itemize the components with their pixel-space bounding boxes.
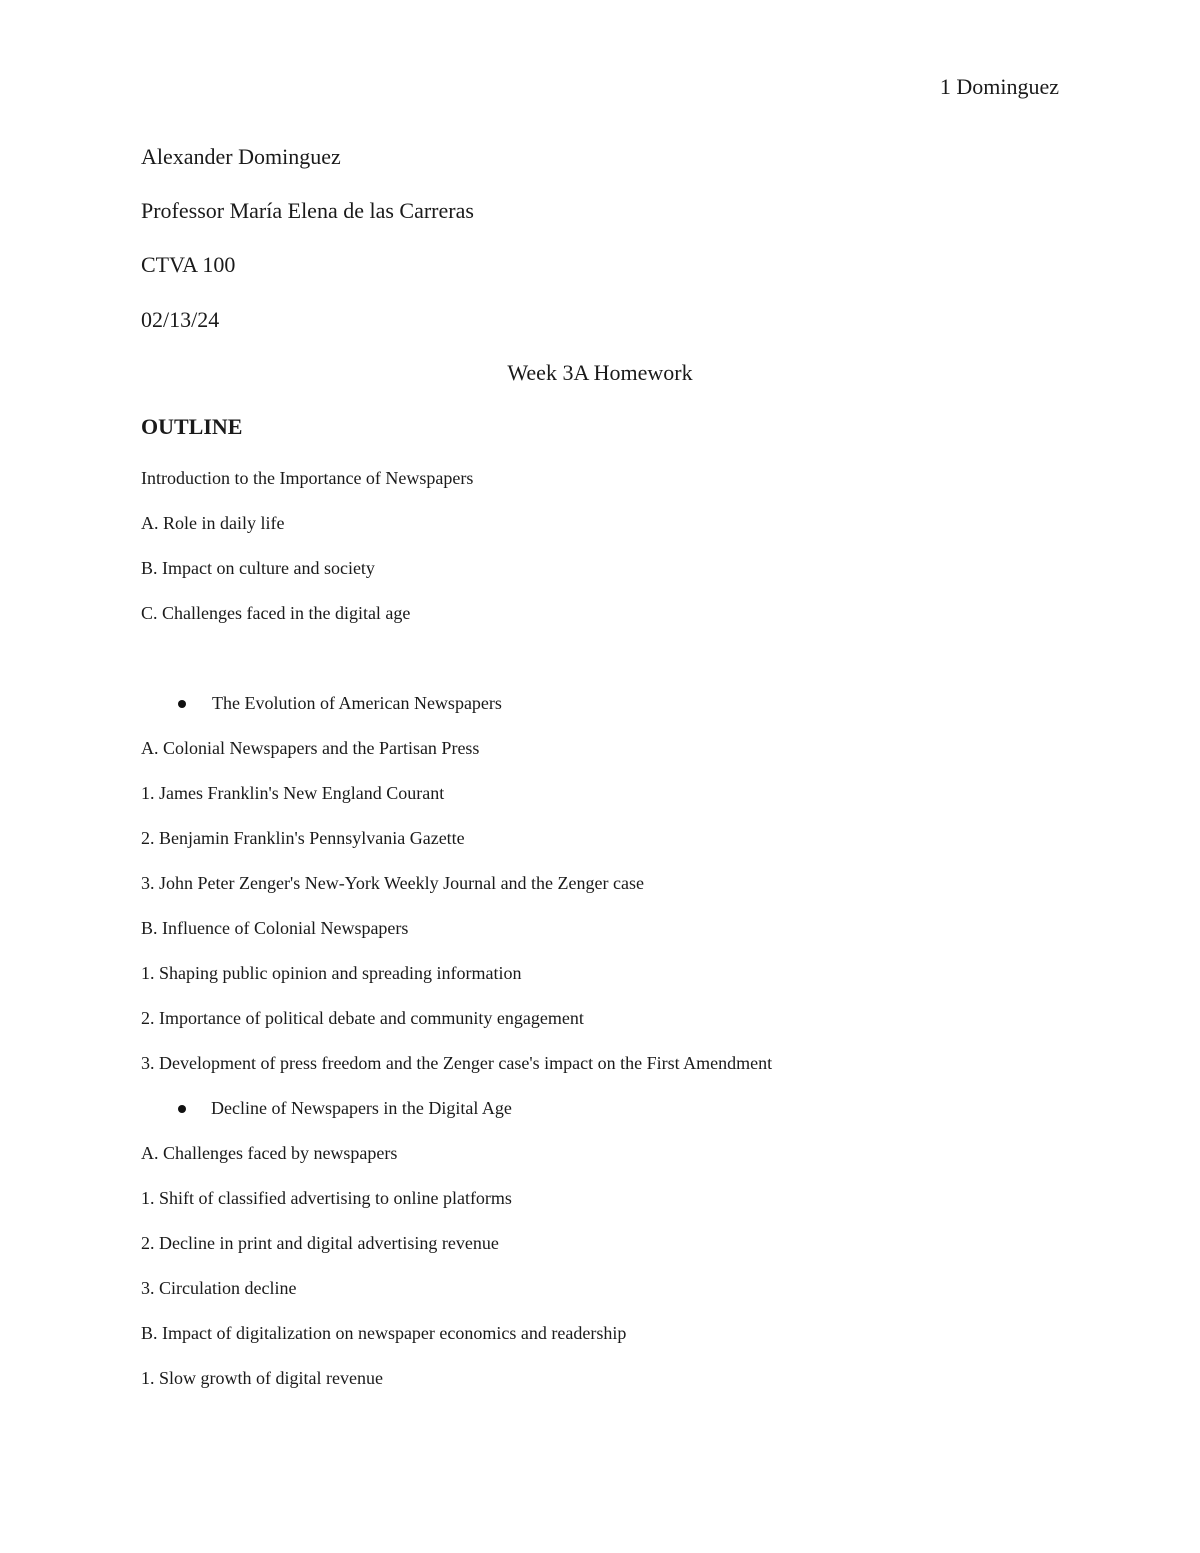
outline-item: 3. Circulation decline [141, 1278, 297, 1298]
outline-item: 1. James Franklin's New England Courant [141, 783, 445, 803]
document-title: Week 3A Homework [507, 360, 693, 385]
outline-item: 2. Benjamin Franklin's Pennsylvania Gazette [141, 828, 465, 848]
outline-item: 1. Shaping public opinion and spreading information [141, 963, 522, 983]
outline-item: B. Influence of Colonial Newspapers [141, 918, 409, 938]
outline-item: 3. Development of press freedom and the Zenger case's impact on the First Amendment [141, 1053, 773, 1073]
outline-item: A. Colonial Newspapers and the Partisan Press [141, 738, 480, 758]
outline-item: 2. Importance of political debate and community engagement [141, 1008, 584, 1028]
outline-item: C. Challenges faced in the digital age [141, 603, 411, 623]
bullet-icon [178, 1105, 186, 1113]
outline-item: 2. Decline in print and digital advertising revenue [141, 1233, 499, 1253]
section-title: The Evolution of American Newspapers [212, 693, 502, 713]
outline-item: B. Impact of digitalization on newspaper economics and readership [141, 1323, 627, 1343]
bullet-icon [178, 700, 186, 708]
professor-name: Professor María Elena de las Carreras [141, 198, 474, 223]
outline-item: B. Impact on culture and society [141, 558, 375, 578]
outline-item: 3. John Peter Zenger's New-York Weekly Journal and the Zenger case [141, 873, 644, 893]
outline-item: 1. Shift of classified advertising to online platforms [141, 1188, 512, 1208]
author-name: Alexander Dominguez [141, 144, 341, 169]
date: 02/13/24 [141, 307, 220, 332]
outline-item: A. Challenges faced by newspapers [141, 1143, 398, 1163]
section-title: Introduction to the Importance of Newspapers [141, 468, 474, 488]
outline-item: A. Role in daily life [141, 513, 285, 533]
course-code: CTVA 100 [141, 252, 236, 277]
outline-label: OUTLINE [141, 414, 243, 439]
outline-item: 1. Slow growth of digital revenue [141, 1368, 383, 1388]
section-title: Decline of Newspapers in the Digital Age [211, 1098, 512, 1118]
running-header: 1 Dominguez [939, 74, 1059, 99]
